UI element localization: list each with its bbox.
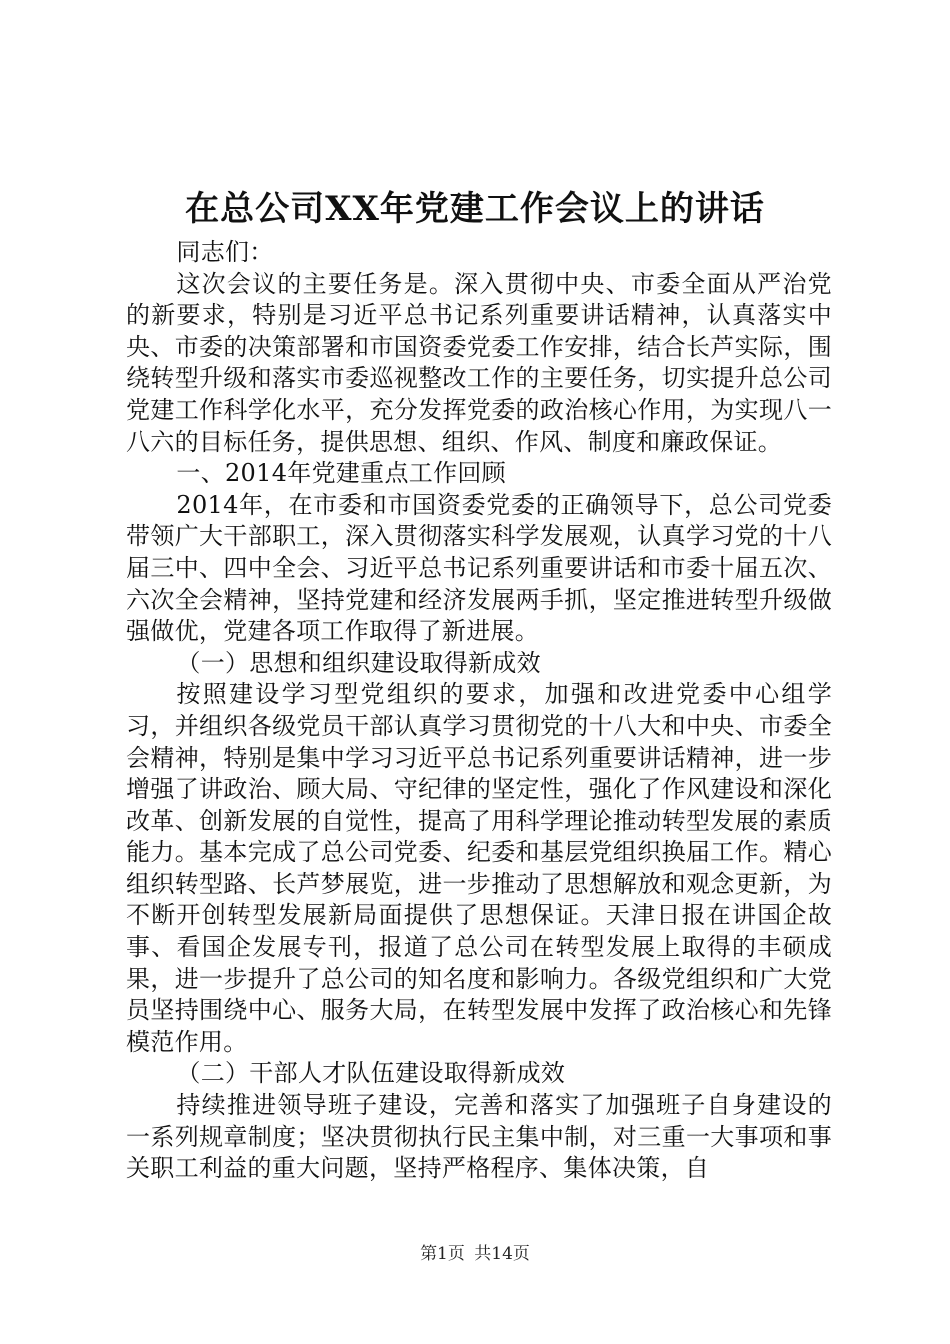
- section-heading-review: 一、2014年党建重点工作回顾: [176, 459, 506, 488]
- subsection-heading-ideology: （一）思想和组织建设取得新成效: [176, 648, 541, 677]
- paragraph-review: 2014年，在市委和市国资委党委的正确领导下，总公司党委带领广大干部职工，深入贯彻落实科学发展观，认真学习党的十八届三中、四中全会、习近平总书记系列重要讲话和市委十届五次、六次全会精神，坚持党建和经济发展两手抓，坚定推进转型升级做强做优，党建各项工作取得了新进展。: [126, 490, 832, 646]
- document-title: 在总公司XX年党建工作会议上的讲话: [185, 189, 765, 229]
- page-footer: [0, 1242, 950, 1266]
- page-total: 共14页: [474, 1244, 530, 1264]
- document-body: [126, 237, 832, 1185]
- paragraph-intro: 这次会议的主要任务是。深入贯彻中央、市委全面从严治党的新要求，特别是习近平总书记系列重要讲话精神，认真落实中央、市委的决策部署和市国资委党委工作安排，结合长芦实际，围绕转型升级和落实市委巡视整改工作的主要任务，切实提升总公司党建工作科学化水平，充分发挥党委的政治核心作用，为实现八一八六的目标任务，提供思想、组织、作风、制度和廉政保证。: [126, 269, 832, 456]
- subsection-heading-cadre: （二）干部人才队伍建设取得新成效: [176, 1059, 566, 1088]
- page-number: 第1页: [420, 1244, 465, 1264]
- paragraph-ideology: 按照建设学习型党组织的要求，加强和改进党委中心组学习，并组织各级党员干部认真学习贯彻党的十八大和中央、市委全会精神，特别是集中学习习近平总书记系列重要讲话精神，进一步增强了讲政治、顾大局、守纪律的坚定性，强化了作风建设和深化改革、创新发展的自觉性，提高了用科学理论推动转型发展的素质能力。基本完成了总公司党委、纪委和基层党组织换届工作。精心组织转型路、长芦梦展览，进一步推动了思想解放和观念更新，为不断开创转型发展新局面提供了思想保证。天津日报在讲国企故事、看国企发展专刊，报道了总公司在转型发展上取得的丰硕成果，进一步提升了总公司的知名度和影响力。各级党组织和广大党员坚持围绕中心、服务大局，在转型发展中发挥了政治核心和先锋模范作用。: [126, 680, 832, 1056]
- paragraph-cadre: 持续推进领导班子建设，完善和落实了加强班子自身建设的一系列规章制度；坚决贯彻执行民主集中制，对三重一大事项和事关职工利益的重大问题，坚持严格程序、集体决策，自: [126, 1091, 832, 1183]
- salutation: 同志们：: [176, 238, 274, 266]
